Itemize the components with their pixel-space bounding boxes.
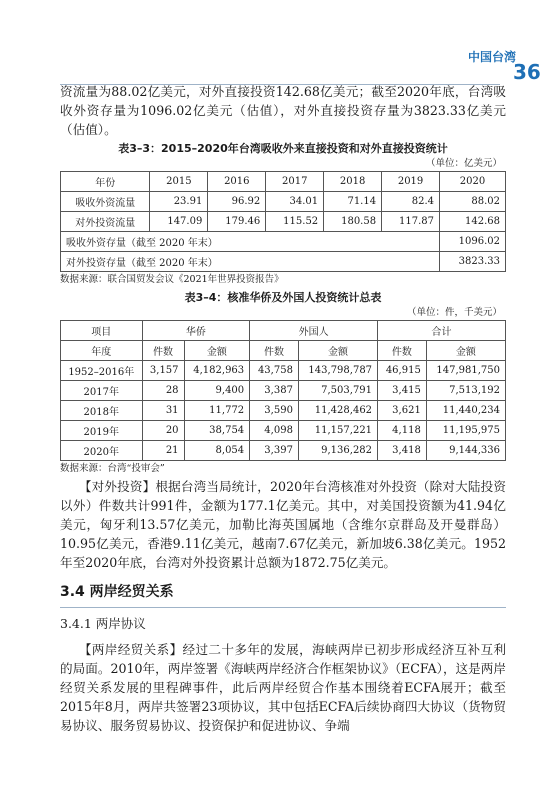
table-header-cell: 2019 [382, 172, 440, 192]
table-cell: 21 [142, 441, 184, 461]
table-row [61, 381, 506, 401]
table-header-cell: 2018 [324, 172, 382, 192]
table-row [61, 321, 506, 341]
table-cell: 115.52 [266, 212, 324, 232]
table-cell: 1952–2016年 [61, 361, 143, 381]
table-cell: 4,098 [250, 421, 299, 441]
table-cell: 28 [142, 381, 184, 401]
table-cell: 对外投资流量 [61, 212, 150, 232]
table-cell: 3823.33 [440, 252, 506, 272]
table-cell: 2019年 [61, 421, 143, 441]
table1-title: 表3–3：2015–2020年台湾吸收外来直接投资和对外直接投资统计 [118, 142, 448, 155]
table-row [61, 401, 506, 421]
table-header-cell: 年度 [61, 341, 143, 361]
running-header-title: 中国台湾 [468, 50, 517, 64]
table-cell: 46,915 [378, 361, 427, 381]
table-cell: 吸收外资流量 [61, 192, 150, 212]
table-cell: 3,590 [250, 401, 299, 421]
table-cell: 180.58 [324, 212, 382, 232]
table-row [61, 172, 506, 192]
table-cell: 11,772 [184, 401, 250, 421]
table2-source: 数据来源：台湾“投审会” [60, 463, 165, 474]
table-cell: 7,513,192 [426, 381, 505, 401]
table-row [61, 192, 506, 212]
table-header-cell: 2017 [266, 172, 324, 192]
page-content [60, 82, 506, 735]
table-cell: 11,157,221 [298, 421, 377, 441]
table-cell: 117.87 [382, 212, 440, 232]
table-cell: 3,387 [250, 381, 299, 401]
table-cell: 31 [142, 401, 184, 421]
table-row [61, 341, 506, 361]
table-cell: 4,118 [378, 421, 427, 441]
section-heading: 3.4 两岸经贸关系 [60, 582, 506, 608]
table-cell: 1096.02 [440, 232, 506, 252]
subsection-heading: 3.4.1 两岸协议 [60, 616, 146, 631]
table-cell: 142.68 [440, 212, 506, 232]
table-header-cell: 金额 [298, 341, 377, 361]
table-cell: 96.92 [208, 192, 266, 212]
table-cell: 7,503,791 [298, 381, 377, 401]
table-row [61, 361, 506, 381]
table-header-cell: 件数 [250, 341, 299, 361]
table2 [60, 320, 506, 461]
table-cell: 8,054 [184, 441, 250, 461]
page-number: 36 [513, 60, 541, 84]
table-cell: 4,182,963 [184, 361, 250, 381]
intro-paragraph: 资流量为88.02亿美元，对外直接投资142.68亿美元；截至2020年底，台湾吸收外资存量为1096.02亿美元（估值），对外直接投资存量为3823.33亿美元（估值）。 [60, 84, 506, 137]
table-header-cell: 件数 [142, 341, 184, 361]
table-cell: 2017年 [61, 381, 143, 401]
table1 [60, 171, 506, 272]
table-row [61, 441, 506, 461]
table-cell: 3,415 [378, 381, 427, 401]
table-row [61, 421, 506, 441]
cross-strait-paragraph: 【两岸经贸关系】经过二十多年的发展，海峡两岸已初步形成经济互补互利的局面。2010年，两岸签署《海峡两岸经济合作框架协议》（ECFA），这是两岸经贸关系发展的里程碑事件，此后两岸经贸合作基本围绕着ECFA展开；截至2015年8月，两岸共签署23项协议，其中包括ECFA后续协商四大协议（货物贸易协议、服务贸易协议、投资保护和促进协议、争端 [60, 642, 506, 733]
table-row [61, 212, 506, 232]
table1-unit: （单位：亿美元） [425, 158, 502, 169]
table-cell: 143,798,787 [298, 361, 377, 381]
table-header-cell: 2020 [440, 172, 506, 192]
table-cell: 38,754 [184, 421, 250, 441]
table-cell: 11,195,975 [426, 421, 505, 441]
table-header-cell: 年份 [61, 172, 150, 192]
table-cell: 147.09 [150, 212, 208, 232]
table-cell: 23.91 [150, 192, 208, 212]
table-header-cell: 合计 [378, 321, 506, 341]
table-header-cell: 金额 [426, 341, 505, 361]
table-header-cell: 金额 [184, 341, 250, 361]
table-cell: 147,981,750 [426, 361, 505, 381]
table-row [61, 232, 506, 252]
table-row [61, 252, 506, 272]
table-cell: 3,397 [250, 441, 299, 461]
table2-unit: （单位：件，千美元） [406, 307, 502, 318]
table-header-cell: 华侨 [142, 321, 250, 341]
table-header-cell: 项目 [61, 321, 143, 341]
table-cell: 34.01 [266, 192, 324, 212]
table-cell: 9,136,282 [298, 441, 377, 461]
table-cell: 3,157 [142, 361, 184, 381]
table-cell: 43,758 [250, 361, 299, 381]
table-cell: 3,621 [378, 401, 427, 421]
table-header-cell: 件数 [378, 341, 427, 361]
table-cell: 2020年 [61, 441, 143, 461]
table-cell: 吸收外资存量（截至 2020 年末） [61, 232, 440, 252]
outbound-investment-paragraph: 【对外投资】根据台湾当局统计，2020年台湾核准对外投资（除对大陆投资以外）件数共计991件，金额为177.1亿美元。其中，对美国投资额为41.94亿美元，匈牙利13.57亿美元，加勒比海英国属地（含维尔京群岛及开曼群岛）10.95亿美元，香港9.11亿美元，越南7.67亿美元，新加坡6.38亿美元。1952年至2020年底，台湾对外投资累计总额为1872.75亿美元。 [60, 479, 506, 570]
table2-title: 表3–4：核准华侨及外国人投资统计总表 [184, 291, 382, 304]
table-cell: 11,428,462 [298, 401, 377, 421]
table-header-cell: 2015 [150, 172, 208, 192]
table-cell: 2018年 [61, 401, 143, 421]
table-cell: 71.14 [324, 192, 382, 212]
table-cell: 20 [142, 421, 184, 441]
table-cell: 9,144,336 [426, 441, 505, 461]
table-header-cell: 2016 [208, 172, 266, 192]
table1-source: 数据来源：联合国贸发会议《2021年世界投资报告》 [60, 274, 284, 285]
table-cell: 3,418 [378, 441, 427, 461]
table-cell: 88.02 [440, 192, 506, 212]
table-cell: 9,400 [184, 381, 250, 401]
table-cell: 11,440,234 [426, 401, 505, 421]
table-cell: 对外投资存量（截至 2020 年末） [61, 252, 440, 272]
table-header-cell: 外国人 [250, 321, 378, 341]
table-cell: 179.46 [208, 212, 266, 232]
table-cell: 82.4 [382, 192, 440, 212]
